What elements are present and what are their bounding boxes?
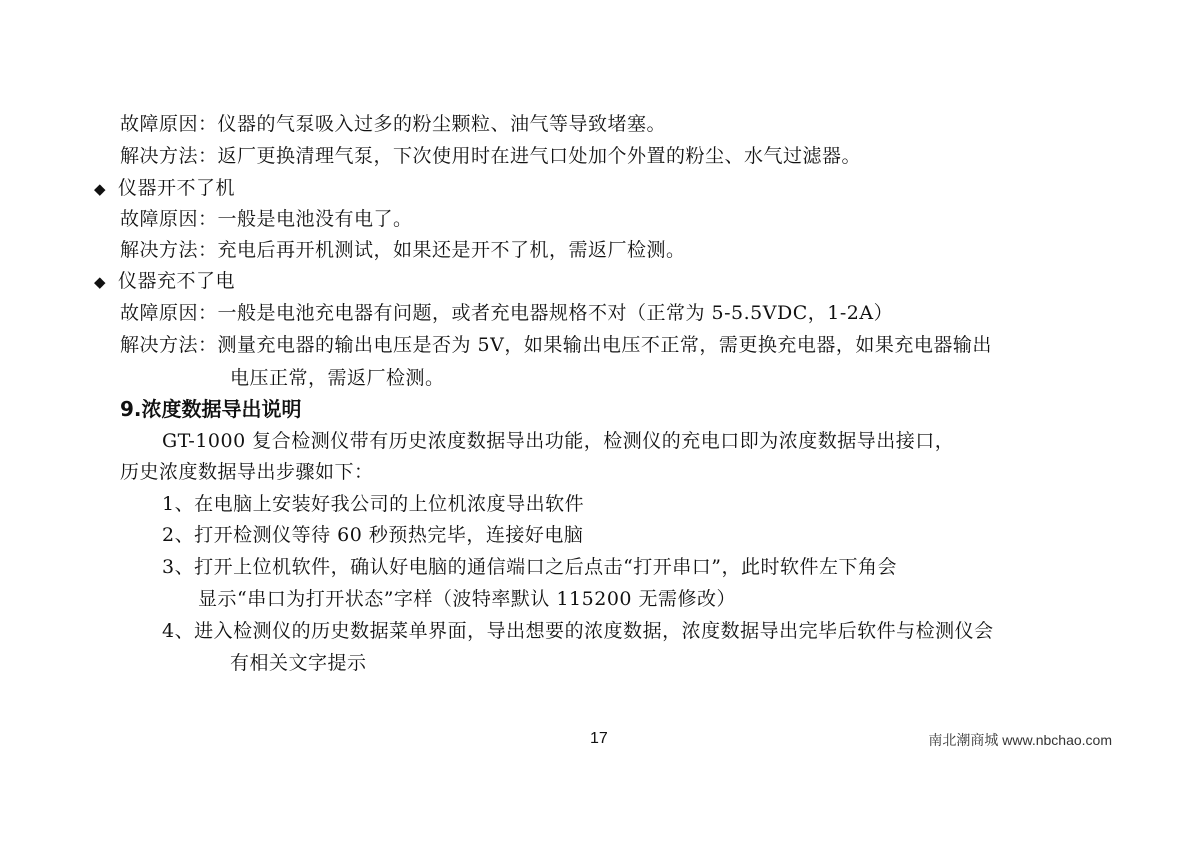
solution-text-continuation: 电压正常，需返厂检测。: [230, 367, 445, 389]
step-item-3-continuation: 显示“串口为打开状态”字样（波特率默认 115200 无需修改）: [198, 588, 737, 610]
step-item-4: 4、进入检测仪的历史数据菜单界面，导出想要的浓度数据，浓度数据导出完毕后软件与检测仪会: [162, 620, 994, 642]
step-item-4-continuation: 有相关文字提示: [230, 652, 367, 674]
diamond-bullet-icon: ◆: [94, 273, 107, 291]
step-item-2: 2、打开检测仪等待 60 秒预热完毕，连接好电脑: [162, 524, 584, 546]
watermark-text: 南北潮商城 www.nbchao.com: [928, 732, 1112, 748]
section-heading: 9.浓度数据导出说明: [120, 397, 302, 421]
page-number: 17: [590, 730, 608, 747]
step-item-1: 1、在电脑上安装好我公司的上位机浓度导出软件: [162, 493, 585, 515]
bullet-label: 仪器开不了机: [118, 177, 236, 199]
bullet-item-cannot-power-on: [94, 176, 235, 201]
fault-cause-text: 故障原因：仪器的气泵吸入过多的粉尘颗粒、油气等导致堵塞。: [120, 113, 667, 135]
intro-paragraph-continuation: 历史浓度数据导出步骤如下：: [120, 461, 374, 483]
solution-text: 解决方法：测量充电器的输出电压是否为 5V，如果输出电压不正常，需更换充电器，如果充电器输出: [120, 334, 992, 356]
step-item-3: 3、打开上位机软件，确认好电脑的通信端口之后点击“打开串口”，此时软件左下角会: [162, 556, 898, 578]
fault-cause-text: 故障原因：一般是电池充电器有问题，或者充电器规格不对（正常为 5-5.5VDC，1-2A）: [120, 302, 894, 324]
diamond-bullet-icon: ◆: [94, 180, 107, 198]
bullet-label: 仪器充不了电: [118, 270, 236, 292]
solution-text: 解决方法：充电后再开机测试，如果还是开不了机，需返厂检测。: [120, 239, 686, 261]
solution-text: 解决方法：返厂更换清理气泵，下次使用时在进气口处加个外置的粉尘、水气过滤器。: [120, 145, 862, 167]
intro-paragraph: GT-1000 复合检测仪带有历史浓度数据导出功能，检测仪的充电口即为浓度数据导出接口，: [162, 430, 955, 452]
bullet-item-cannot-charge: [94, 269, 235, 294]
fault-cause-text: 故障原因：一般是电池没有电了。: [120, 208, 413, 230]
